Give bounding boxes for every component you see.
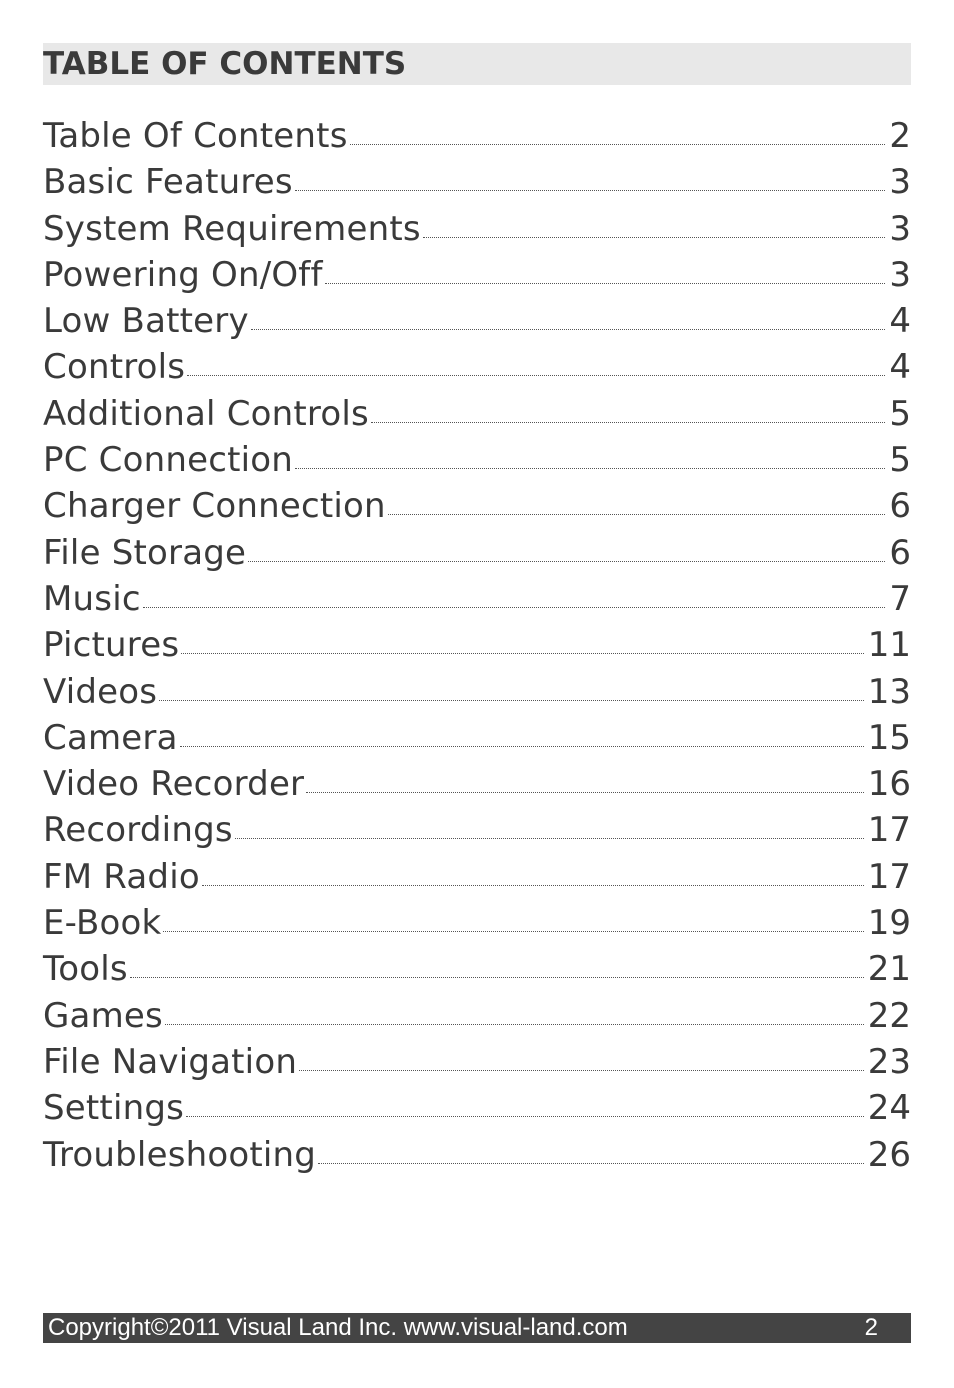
toc-entry[interactable] [43, 716, 911, 762]
toc-entry-page: 6 [889, 486, 911, 527]
toc-entry-title: Low Battery [43, 301, 249, 342]
toc-entry-title: Table Of Contents [43, 116, 348, 156]
toc-dot-leader [371, 421, 885, 423]
toc-entry[interactable] [43, 1086, 911, 1132]
toc-entry-page: 16 [867, 764, 911, 805]
toc-dot-leader [235, 837, 864, 839]
toc-entry-page: 4 [889, 301, 911, 342]
toc-dot-leader [159, 699, 864, 701]
toc-entry-page: 3 [889, 208, 911, 249]
toc-entry-title: PC Connection [43, 440, 294, 481]
toc-entry-page: 3 [889, 162, 911, 203]
toc-entry-title: Charger Connection [43, 486, 386, 527]
page-title: TABLE OF CONTENTS [43, 46, 407, 82]
toc-entry-page: 23 [867, 1041, 911, 1082]
toc-dot-leader [181, 652, 863, 654]
toc-dot-leader [318, 1162, 864, 1164]
toc-entry[interactable] [43, 947, 911, 993]
toc-entry[interactable] [43, 901, 911, 947]
toc-entry-title: Controls [43, 347, 186, 388]
toc-dot-leader [325, 282, 886, 284]
toc-dot-leader [423, 236, 886, 238]
toc-dot-leader [295, 189, 886, 191]
toc-entry[interactable] [43, 253, 911, 299]
toc-entry-title: Video Recorder [43, 764, 305, 805]
toc-entry[interactable] [43, 531, 911, 577]
toc-entry-page: 19 [867, 903, 911, 944]
toc-entry-page: 7 [889, 578, 911, 619]
toc-entry-page: 13 [867, 671, 911, 712]
toc-entry-title: E-Book [43, 903, 162, 944]
toc-entry-page: 22 [867, 995, 911, 1036]
toc-entry-title: Music [43, 578, 141, 619]
toc-entry[interactable] [43, 1133, 911, 1179]
toc-entry-title: Settings [43, 1088, 185, 1129]
toc-dot-leader [299, 1069, 864, 1071]
toc-entry-page: 24 [867, 1088, 911, 1129]
toc-dot-leader [295, 467, 885, 469]
footer-bar [43, 1313, 911, 1343]
toc-dot-leader [186, 1115, 864, 1117]
toc-dot-leader [202, 884, 864, 886]
toc-entry[interactable] [43, 1040, 911, 1086]
toc-entry[interactable] [43, 577, 911, 623]
toc-entry-title: System Requirements [43, 208, 421, 249]
toc-dot-leader [251, 328, 886, 330]
toc-entry-title: Basic Features [43, 162, 293, 203]
toc-entry-title: FM Radio [43, 856, 200, 897]
toc-dot-leader [187, 374, 885, 376]
toc-entry[interactable] [43, 207, 911, 253]
toc-entry-page: 17 [867, 856, 911, 897]
toc-entry-title: Troubleshooting [43, 1134, 317, 1175]
toc-entry-page: 4 [889, 347, 911, 388]
toc-entry-page: 5 [889, 440, 911, 481]
toc-entry[interactable] [43, 670, 911, 716]
toc-entry-page: 6 [889, 532, 911, 573]
toc-entry-page: 15 [867, 717, 911, 758]
toc-entry[interactable] [43, 484, 911, 530]
toc-entry-title: File Storage [43, 532, 247, 573]
toc-entry-page: 3 [889, 254, 911, 295]
toc-entry[interactable] [43, 392, 911, 438]
toc-entry-title: Camera [43, 717, 178, 758]
toc-entry-title: Powering On/Off [43, 254, 323, 295]
toc-entry-title: File Navigation [43, 1041, 298, 1082]
table-of-contents [43, 114, 911, 1179]
toc-entry-title: Tools [43, 949, 128, 990]
toc-entry-title: Additional Controls [43, 393, 369, 434]
toc-entry[interactable] [43, 299, 911, 345]
toc-entry[interactable] [43, 994, 911, 1040]
toc-entry-title: Recordings [43, 810, 233, 851]
toc-dot-leader [165, 1023, 864, 1025]
toc-entry-page: 17 [867, 810, 911, 851]
toc-entry-page: 5 [889, 393, 911, 434]
toc-entry-title: Games [43, 995, 163, 1036]
toc-dot-leader [248, 560, 885, 562]
toc-entry[interactable] [43, 438, 911, 484]
toc-dot-leader [180, 745, 864, 747]
toc-dot-leader [388, 513, 886, 515]
toc-entry-page: 11 [867, 625, 911, 666]
toc-dot-leader [350, 143, 886, 145]
toc-entry-title: Videos [43, 671, 158, 712]
toc-entry[interactable] [43, 114, 911, 160]
toc-entry[interactable] [43, 808, 911, 854]
toc-dot-leader [143, 606, 886, 608]
heading-bar [43, 43, 911, 85]
toc-entry[interactable] [43, 160, 911, 206]
toc-entry[interactable] [43, 762, 911, 808]
toc-entry-title: Pictures [43, 625, 180, 666]
footer-page-number: 2 [864, 1314, 878, 1341]
toc-entry[interactable] [43, 855, 911, 901]
toc-entry-page: 21 [867, 949, 911, 990]
toc-dot-leader [163, 930, 863, 932]
toc-entry[interactable] [43, 345, 911, 391]
toc-entry-page: 26 [867, 1134, 911, 1175]
toc-entry-page: 2 [889, 116, 911, 156]
footer-copyright: Copyright©2011 Visual Land Inc. www.visual-land.com [48, 1314, 628, 1341]
toc-entry[interactable] [43, 623, 911, 669]
toc-dot-leader [306, 791, 863, 793]
toc-dot-leader [130, 976, 864, 978]
